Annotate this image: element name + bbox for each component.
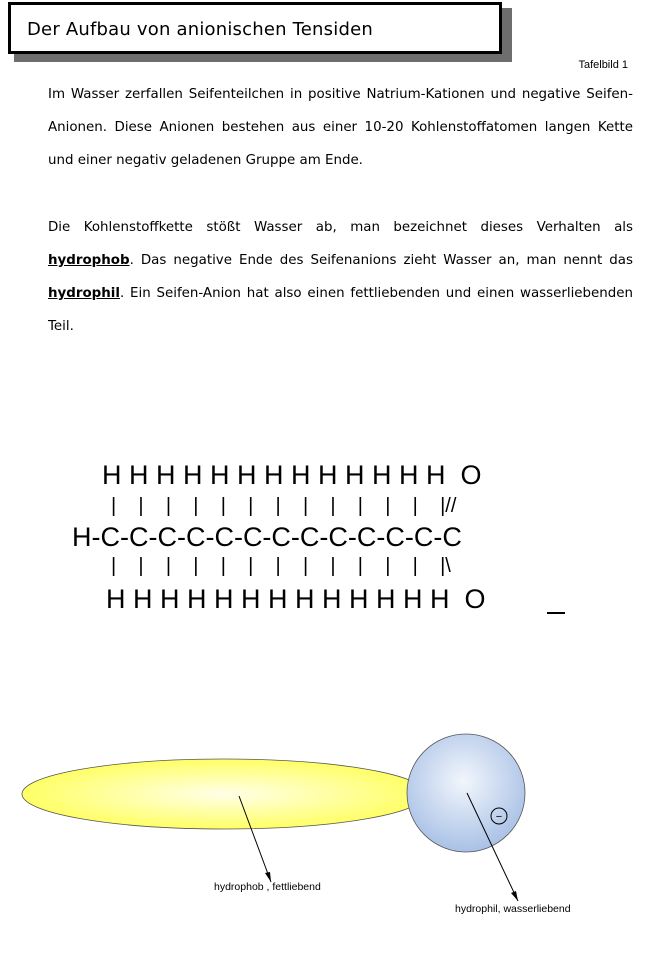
formula-bottom-bonds: | | | | | | | | | | | | |\ [111, 555, 451, 577]
head-pointer-arrow [511, 891, 518, 901]
board-label: Tafelbild 1 [578, 59, 628, 71]
hydrophobic-tail [22, 759, 426, 829]
intro-paragraph-1: Im Wasser zerfallen Seifenteilchen in positive Natrium-Kationen und negative Seifen-Anionen. Diese Anionen bestehen aus einer 10-20 Kohlenstoffatomen langen Kette und einer negativ geladenen Gruppe am Ende. [48, 87, 633, 168]
head-label: hydrophil, wasserliebend [455, 903, 571, 915]
formula-top-bonds: | | | | | | | | | | | | |// [111, 495, 457, 517]
term-hydrophob: hydrophob [48, 253, 130, 268]
p2-text-b: . Das negative Ende des Seifenanions zieht Wasser an, man nennt das [129, 253, 633, 268]
page-title: Der Aufbau von anionischen Tensiden [27, 19, 373, 40]
charge-symbol: − [495, 811, 503, 823]
term-hydrophil: hydrophil [48, 286, 120, 301]
p2-text-c: . Ein Seifen-Anion hat also einen fettliebenden und einen wasserliebenden Teil. [48, 286, 633, 334]
formula-bottom-hydrogens: H H H H H H H H H H H H H O [106, 584, 486, 614]
formula-carbon-chain: H-C-C-C-C-C-C-C-C-C-C-C-C-C [72, 522, 462, 552]
hydrophilic-head [407, 734, 525, 852]
p2-text-a: Die Kohlenstoffkette stößt Wasser ab, man bezeichnet dieses Verhalten als [48, 220, 633, 235]
formula-top-hydrogens: H H H H H H H H H H H H H O [102, 460, 482, 490]
tail-label: hydrophob , fettliebend [214, 881, 321, 893]
